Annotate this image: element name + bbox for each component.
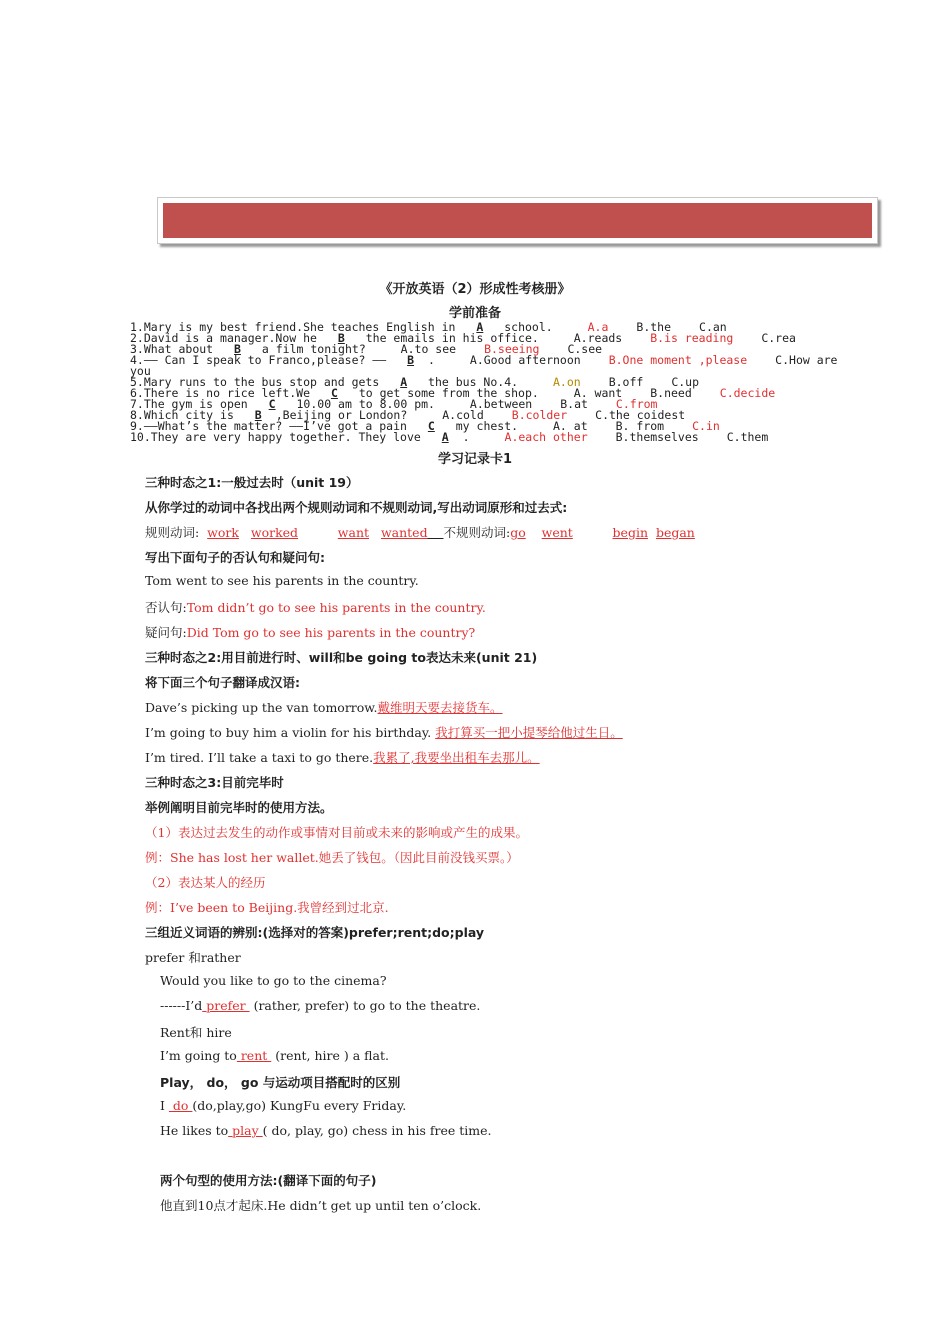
option-b: B.colder (511, 408, 568, 422)
verb-wanted: wanted (380, 525, 428, 540)
question-number: 5. (130, 375, 144, 389)
option-b: B. from (615, 419, 665, 433)
option-c: C.the coidest (595, 408, 686, 422)
answer-blank: B (254, 408, 262, 422)
question-number: 6. (130, 386, 144, 400)
option-a: A.on (552, 375, 581, 389)
s3-task: 举例阐明目前完毕时的使用方法。 (145, 800, 333, 815)
question-number: 3. (130, 342, 144, 356)
question-row (130, 355, 890, 366)
verb-worked: worked (250, 525, 299, 540)
s2-item-2 (145, 723, 623, 741)
s2-item-3-zh: 我累了,我要坐出租车去那儿。 (373, 750, 540, 765)
option-c: C.rea (761, 331, 796, 345)
question-text: Which city is (143, 408, 241, 422)
s2-task: 将下面三个句子翻译成汉语: (145, 675, 300, 690)
question-text-after: the emails in his office. (358, 331, 546, 345)
s3-item-4: 例：I’ve been to Beijing.我曾经到过北京. (145, 900, 389, 915)
s1-q-label: 疑问句: (145, 625, 187, 640)
s2-item-1-en: Dave’s picking up the van tomorrow. (145, 700, 378, 715)
question-number: 1. (130, 320, 144, 334)
s5-item-zh: 他直到10点才起床. (160, 1198, 268, 1213)
s4-a4-post: ( do, play, go) chess in his free time. (262, 1123, 492, 1138)
question-text-after: . (428, 353, 442, 367)
question-text: David is a manager.Now he (143, 331, 324, 345)
answer-blank: C (268, 397, 276, 411)
s4-a1-row (160, 998, 480, 1013)
option-b: B.off (608, 375, 644, 389)
s2-title: 三种时态之2:用目前进行时、will和be going to表达未来(unit 21) (145, 650, 538, 665)
answer-blank: A (476, 320, 484, 334)
question-number: 9. (130, 419, 144, 433)
question-text-after: my chest. (448, 419, 525, 433)
question-text: Mary is my best friend.She teaches English in (143, 320, 463, 334)
s1-title: 三种时态之1:一般过去时（unit 19） (145, 475, 359, 490)
s2-item-1-zh: 戴维明天要去接货车。 (377, 700, 503, 715)
s2-item-3-en: I’m tired. I’ll take a taxi to go there. (145, 750, 374, 765)
s4-a4-row (160, 1123, 491, 1138)
s4-q1: Would you like to go to the cinema? (160, 973, 387, 988)
verb-began: began (655, 525, 695, 540)
s5-item-en: He didn’t get up until ten o’clock. (267, 1198, 482, 1213)
option-a: A.Good afternoon (469, 353, 581, 367)
option-a: A. want (573, 386, 623, 400)
s1-q-answer: Did Tom go to see his parents in the country? (186, 625, 476, 640)
s4-a4-pre: He likes to (160, 1123, 229, 1138)
option-c: C.an (699, 320, 727, 334)
question-text: There is no rice left.We (143, 386, 317, 400)
s1-neg-label: 否认句: (145, 600, 187, 615)
s2-item-3 (145, 748, 540, 766)
s4-a2-answer: rent (236, 1048, 272, 1063)
question-text: The gym is open (143, 397, 255, 411)
question-text: What about (143, 342, 221, 356)
question-row (130, 432, 890, 443)
s3-title: 三种时态之3:目前完毕时 (145, 775, 284, 790)
verb-went: went (541, 525, 573, 540)
option-a: A.to see (400, 342, 457, 356)
option-c: C.from (615, 397, 658, 411)
answer-blank: C (427, 419, 435, 433)
s1-negative-row (145, 598, 486, 616)
s1-irregular-label: 不规则动词: (443, 525, 511, 540)
verb-work: work (207, 525, 239, 540)
answer-blank: B (234, 342, 241, 356)
s1-task: 从你学过的动词中各找出两个规则动词和不规则动词,写出动词原形和过去式: (145, 500, 568, 515)
option-b: B.seeing (484, 342, 540, 356)
question-number: 2. (130, 331, 144, 345)
question-text-after: 10.00 am to 8.00 pm. (289, 397, 442, 411)
option-c: C.them (726, 430, 769, 444)
s3-item-2: 例：She has lost her wallet.她丢了钱包。（因此目前没钱买票。） (145, 850, 519, 865)
answer-blank: C (330, 386, 338, 400)
option-c: C.up (671, 375, 700, 389)
option-b: B.is reading (650, 331, 734, 345)
option-c: C.How are (775, 353, 838, 367)
answer-blank: A (441, 430, 449, 444)
s1-neg-answer: Tom didn’t go to see his parents in the country. (186, 600, 486, 615)
s4-pair-3: Play， do， go 与运动项目搭配时的区别 (160, 1075, 401, 1090)
s4-title: 三组近义词语的辨别:(选择对的答案)prefer;rent;do;play (145, 925, 485, 940)
option-a: A. at (553, 419, 588, 433)
s4-a1-post: (rather, prefer) to go to the theatre. (249, 998, 481, 1013)
s4-a4-answer: play (228, 1123, 263, 1138)
question-number: 7. (130, 397, 144, 411)
s1-task2: 写出下面句子的否认句和疑问句: (145, 550, 325, 565)
s4-a2-pre: I’m going to (160, 1048, 237, 1063)
question-text: ——What’s the matter? ——I’ve got a pain (143, 419, 414, 433)
s2-item-2-en: I’m going to buy him a violin for his birthday. (145, 725, 436, 740)
answer-blank: B (407, 353, 415, 367)
study-card-title: 学习记录卡1 (437, 452, 513, 467)
question-text-after: ,Beijing or London? (275, 408, 415, 422)
s4-a1-answer: prefer (202, 998, 250, 1013)
s3-item-3: （2）表达某人的经历 (145, 875, 266, 890)
option-c: C.in (692, 419, 720, 433)
s1-sentence: Tom went to see his parents in the country. (145, 573, 419, 588)
answer-blank: B (337, 331, 345, 345)
s1-verbs-row (145, 523, 695, 541)
s4-pair-2: Rent和 hire (160, 1025, 232, 1040)
option-b: B.themselves (615, 430, 699, 444)
question-number: 10. (130, 430, 151, 444)
option-b: B.need (650, 386, 692, 400)
question-text: —— Can I speak to Franco,please? —— (143, 353, 394, 367)
header-banner-frame (157, 197, 878, 244)
option-a: A.a (587, 320, 609, 334)
question-text: you (130, 364, 151, 378)
verb-begin: begin (612, 525, 648, 540)
option-a: A.cold (442, 408, 484, 422)
option-a: A.between (469, 397, 533, 411)
s4-pair-1: prefer 和rather (145, 950, 241, 965)
s2-item-1 (145, 698, 503, 716)
question-text-after: the bus No.4. (421, 375, 525, 389)
s4-a2-post: (rent, hire ) a flat. (271, 1048, 389, 1063)
s4-a2-row (160, 1048, 389, 1063)
document-title: 《开放英语（2）形成性考核册》 (379, 282, 571, 297)
s4-a3-answer: do (168, 1098, 193, 1113)
question-text-after: school. (497, 320, 560, 334)
question-number: 8. (130, 408, 144, 422)
option-a: A.reads (573, 331, 623, 345)
s4-a3-row (160, 1098, 406, 1113)
question-text: Mary runs to the bus stop and gets (143, 375, 387, 389)
s4-a3-pre: I (160, 1098, 169, 1113)
s3-item-1: （1）表达过去发生的动作或事情对目前或未来的影响或产生的成果。 (145, 825, 528, 840)
s1-regular-label: 规则动词: (145, 525, 200, 540)
s1-question-row (145, 623, 475, 641)
verb-want: want (337, 525, 370, 540)
s4-a1-pre: ------I’d (160, 998, 203, 1013)
answer-blank: A (400, 375, 408, 389)
option-b: B.the (636, 320, 672, 334)
option-b: B.at (560, 397, 588, 411)
option-a: A.each other (504, 430, 588, 444)
s5-item (160, 1196, 481, 1214)
question-text: They are very happy together. They love (150, 430, 428, 444)
question-text-after: . (462, 430, 477, 444)
question-number: 4. (130, 353, 144, 367)
option-b: B.One moment ,please (608, 353, 748, 367)
s4-a3-post: (do,play,go) KungFu every Friday. (192, 1098, 407, 1113)
option-c: C.decide (719, 386, 776, 400)
s5-title: 两个句型的使用方法:(翻译下面的句子) (160, 1173, 377, 1188)
question-text-after: to get some from the shop. (351, 386, 546, 400)
section-prep-title: 学前准备 (448, 306, 501, 321)
s2-item-2-zh: 我打算买一把小提琴给他过生日。 (435, 725, 623, 740)
option-c: C.see (567, 342, 603, 356)
verb-go: go (510, 525, 526, 540)
header-banner (163, 203, 872, 238)
question-text-after: a film tonight? (254, 342, 373, 356)
